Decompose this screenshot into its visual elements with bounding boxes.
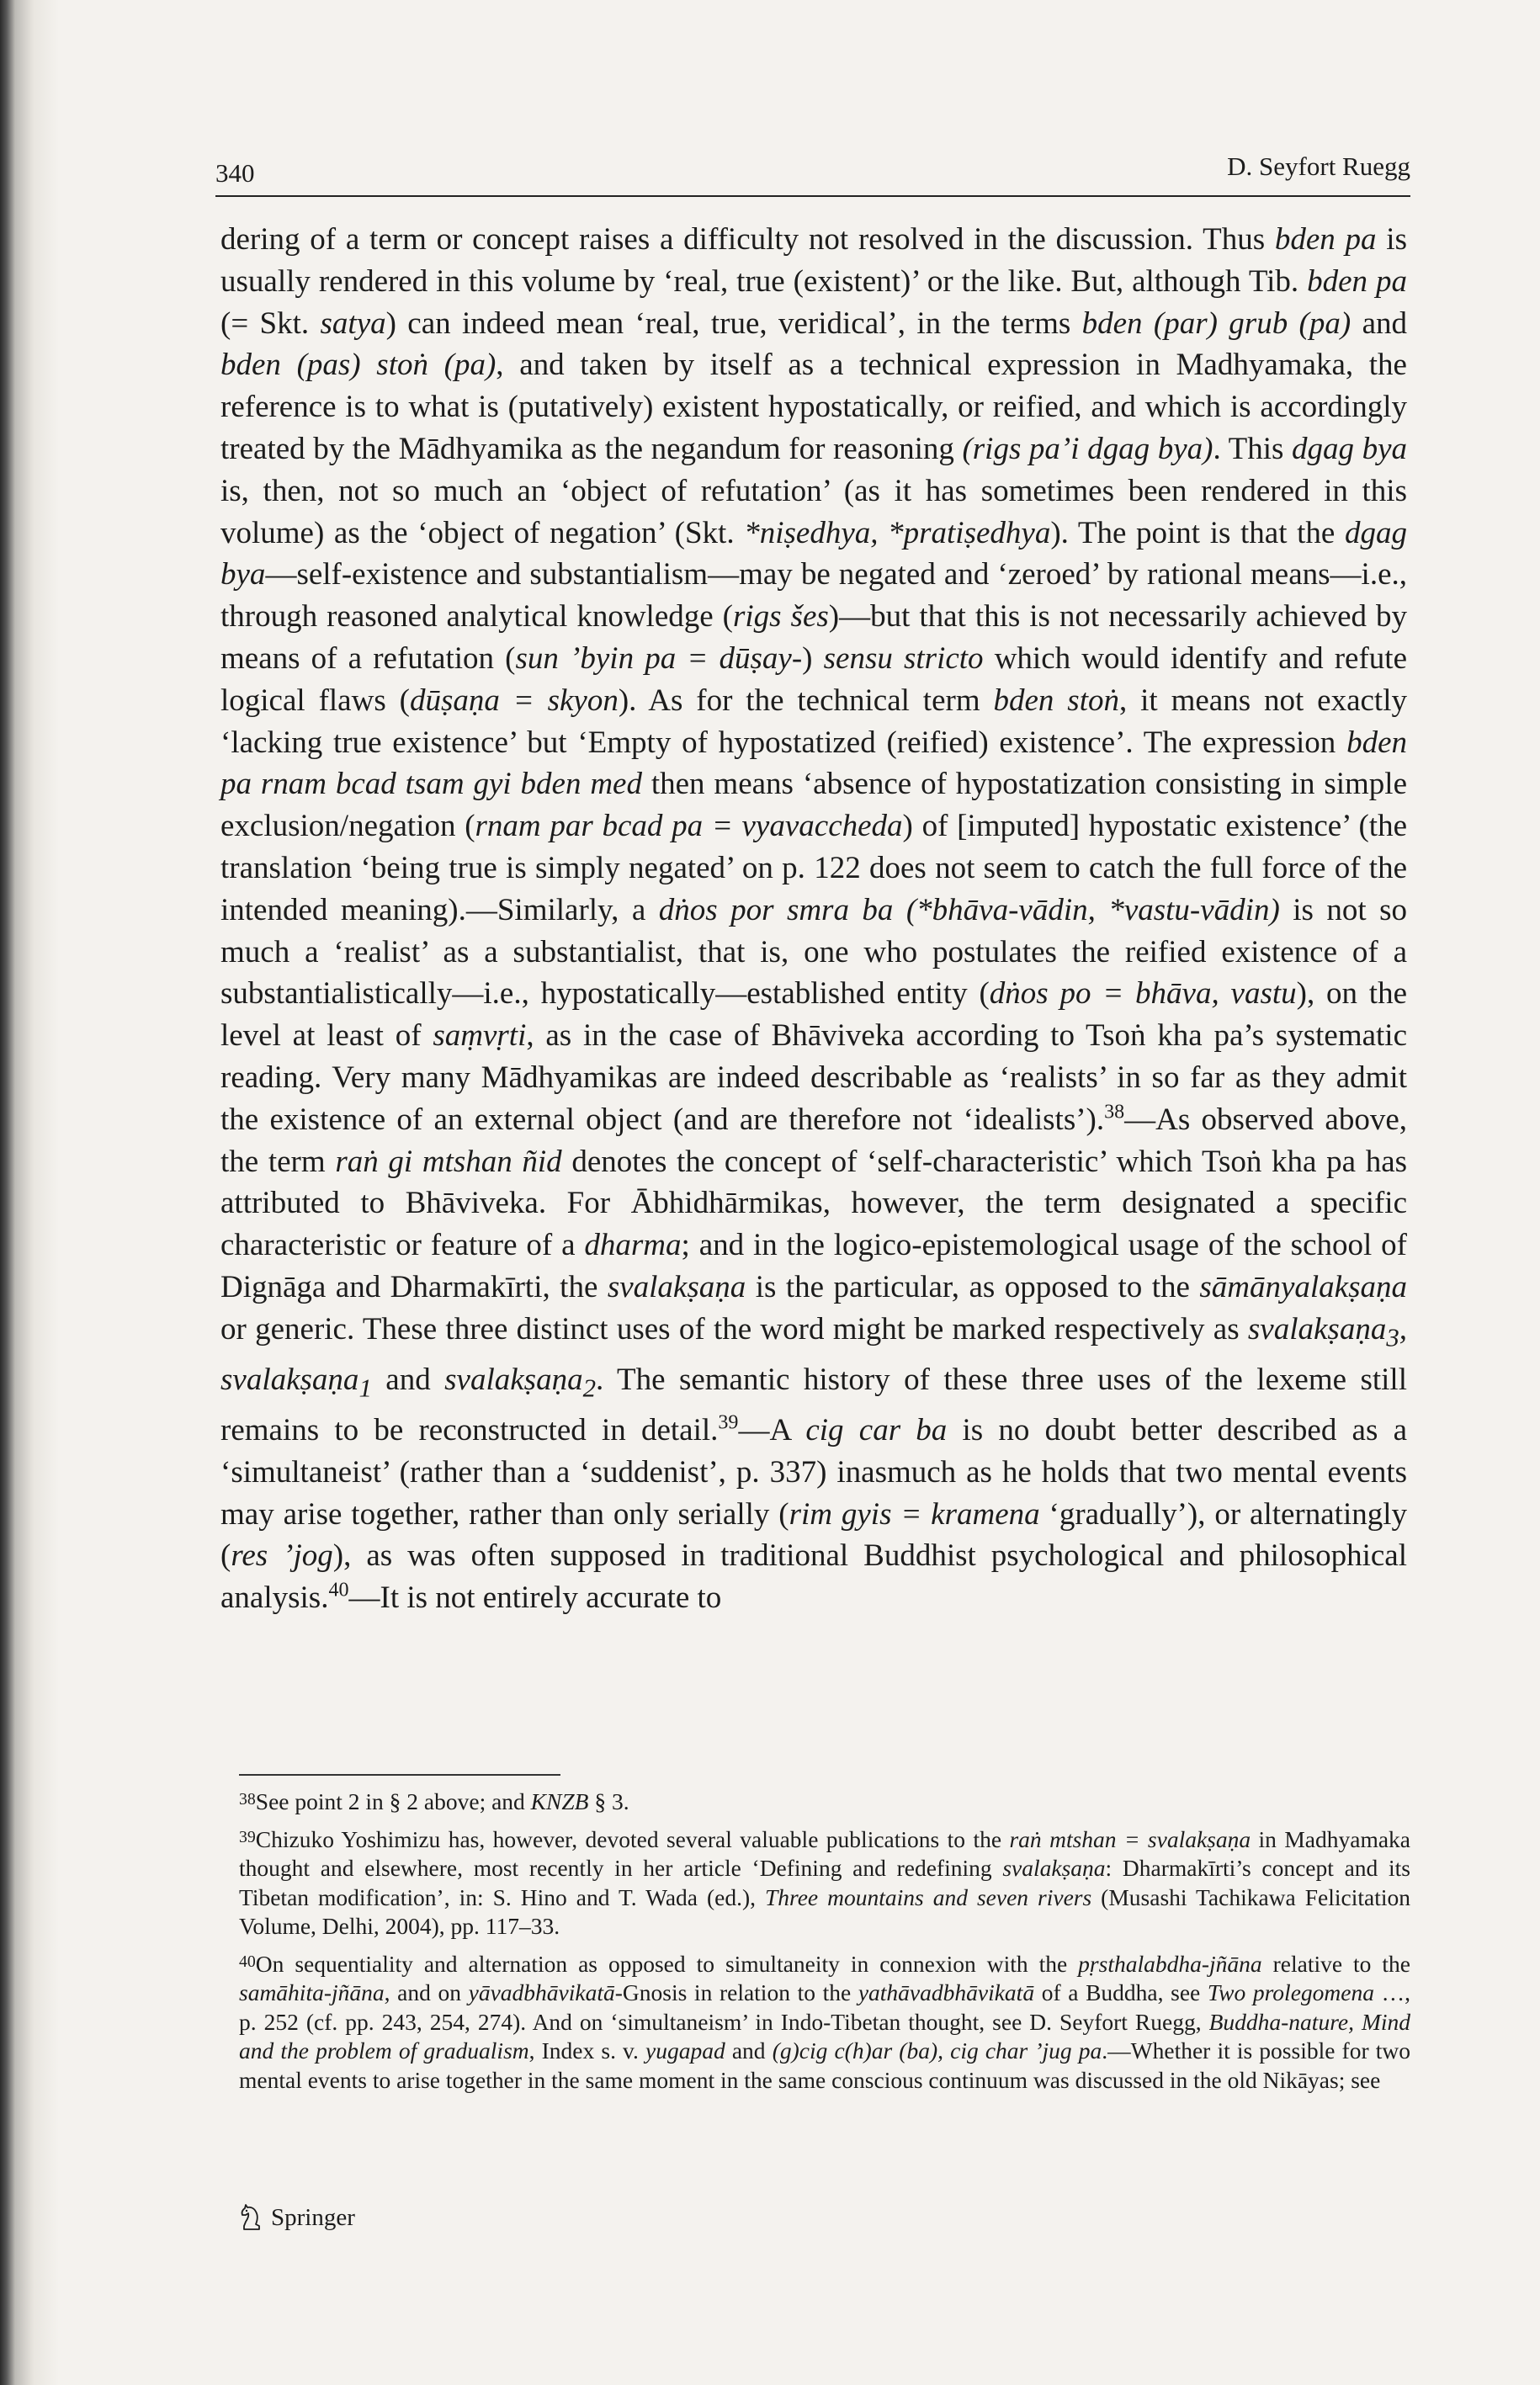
footnote-number: 39 [239, 1827, 256, 1846]
page-number: 340 [215, 158, 255, 188]
footnote [239, 1950, 1410, 2096]
body-paragraph: dering of a term or concept raises a difficulty not resolved in the discussion. Thus bden pa is usually rendered in this volume by ‘real, true (existent)’ or the like. But, although Tib. bden pa (= Skt. satya) can indeed mean ‘real, true, veridical’, in the terms bden (par) grub (pa) and bden (pas) stoṅ (pa), and taken by itself as a technical expression in Madhyamaka, the reference is to what is (putatively) existent hypostatically, or reified, and which is accordingly treated by the Mādhyamika as the negandum for reasoning (rigs pa’i dgag bya). This dgag bya is, then, not so much an ‘object of refutation’ (as it has sometimes been rendered in this volume) as the ‘object of negation’ (Skt. *niṣedhya, *pratiṣedhya). The point is that the dgag bya—self-existence and substantialism—may be negated and ‘zeroed’ by rational means—i.e., through reasoned analytical knowledge (rigs šes)—but that this is not necessarily achieved by means of a refutation (sun ’byin pa = dūṣay-) sensu stricto which would identify and refute logical flaws (dūṣaṇa = skyon). As for the technical term bden stoṅ, it means not exactly ‘lacking true existence’ but ‘Empty of hypostatized (reified) existence’. The expression bden pa rnam bcad tsam gyi bden med then means ‘absence of hypostatization consisting in simple exclusion/negation (rnam par bcad pa = vyavaccheda) of [imputed] hypostatic existence’ (the translation ‘being true is simply negated’ on p. 122 does not seem to catch the full force of the intended meaning).—Similarly, a dṅos por smra ba (*bhāva-vādin, *vastu-vādin) is not so much a ‘realist’ as a substantialist, that is, one who postulates the reified existence of a substantialistically—i.e., hypostatically—established entity (dṅos po = bhāva, vastu), on the level at least of saṃvṛti, as in the case of Bhāviveka according to Tsoṅ kha pa’s systematic reading. Very many Mādhyamikas are indeed describable as ‘realists’ in so far as they admit the existence of an external object (and are therefore not ‘idealists’).$^{38}$—As observed above, the term raṅ gi mtshan ñid denotes the concept of ‘self-characteristic’ which Tsoṅ kha pa has attributed to Bhāviveka. For Ābhidhārmikas, however, the term designated a specific characteristic or feature of a dharma; and in the logico-epistemological usage of the school of Dignāga and Dharmakīrti, the svalakṣaṇa is the particular, as opposed to the sāmānyalakṣaṇa or generic. These three distinct uses of the word might be marked respectively as svalakṣaṇa$_3$, svalakṣaṇa$_1$ and svalakṣaṇa$_2$. The semantic history of these three uses of the lexeme still remains to be reconstructed in detail.$^{39}$—A cig car ba is no doubt better described as a ‘simultaneist’ (rather than a ‘suddenist’, p. 337) inasmuch as he holds that two mental events may arise together, rather than only serially (rim gyis = kramena ‘gradually’), or alternatingly (res ’jog), as was often supposed in traditional Buddhist psychological and philosophical analysis.$^{40}$—It is not entirely accurate to [220, 222, 1408, 1616]
page-binding-shadow [0, 0, 59, 2385]
header-rule [215, 195, 1410, 197]
footnote [239, 1787, 1410, 1817]
springer-knight-icon [239, 2203, 264, 2232]
publisher-name: Springer [271, 2203, 355, 2231]
publisher-mark [239, 2203, 355, 2232]
main-text [220, 219, 1407, 1619]
footnote-text: See point 2 in § 2 above; and KNZB § 3. [255, 1788, 629, 1814]
running-header [215, 151, 1410, 194]
footnote [239, 1825, 1410, 1941]
footnote-number: 38 [239, 1790, 256, 1809]
footnote-text: Chizuko Yoshimizu has, however, devoted several valuable publications to the raṅ mtshan = svalakṣaṇa in Madhyamaka thought and elsewhere, most recently in her article ‘Defining and redefining svalakṣaṇa: Dharmakīrti’s concept and its Tibetan modification’, in: S. Hino and T. Wada (ed.), Three mountains and seven rivers (Musashi Tachikawa Felicitation Volume, Delhi, 2004), pp. 117–33. [239, 1825, 1411, 1939]
running-head-author: D. Seyfort Ruegg [1227, 151, 1410, 181]
page [215, 0, 1410, 2385]
footnotes [239, 1787, 1410, 2103]
footnote-number: 40 [239, 1952, 256, 1971]
footnote-text: On sequentiality and alternation as opposed to simultaneity in connexion with the pṛsthalabdha-jñāna relative to the samāhita-jñāna, and on yāvadbhāvikatā-Gnosis in relation to the yathāvadbhāvikatā of a Buddha, see Two prolegomena …, p. 252 (cf. pp. 243, 254, 274). And on ‘simultaneism’ in Indo-Tibetan thought, see D. Seyfort Ruegg, Buddha-nature, Mind and the problem of gradualism, Index s. v. yugapad and (g)cig c(h)ar (ba), cig char ’jug pa.—Whether it is possible for two mental events to arise together in the same moment in the same conscious continuum was discussed in the old Nikāyas; see [239, 1950, 1410, 2093]
footnote-rule [239, 1774, 560, 1776]
